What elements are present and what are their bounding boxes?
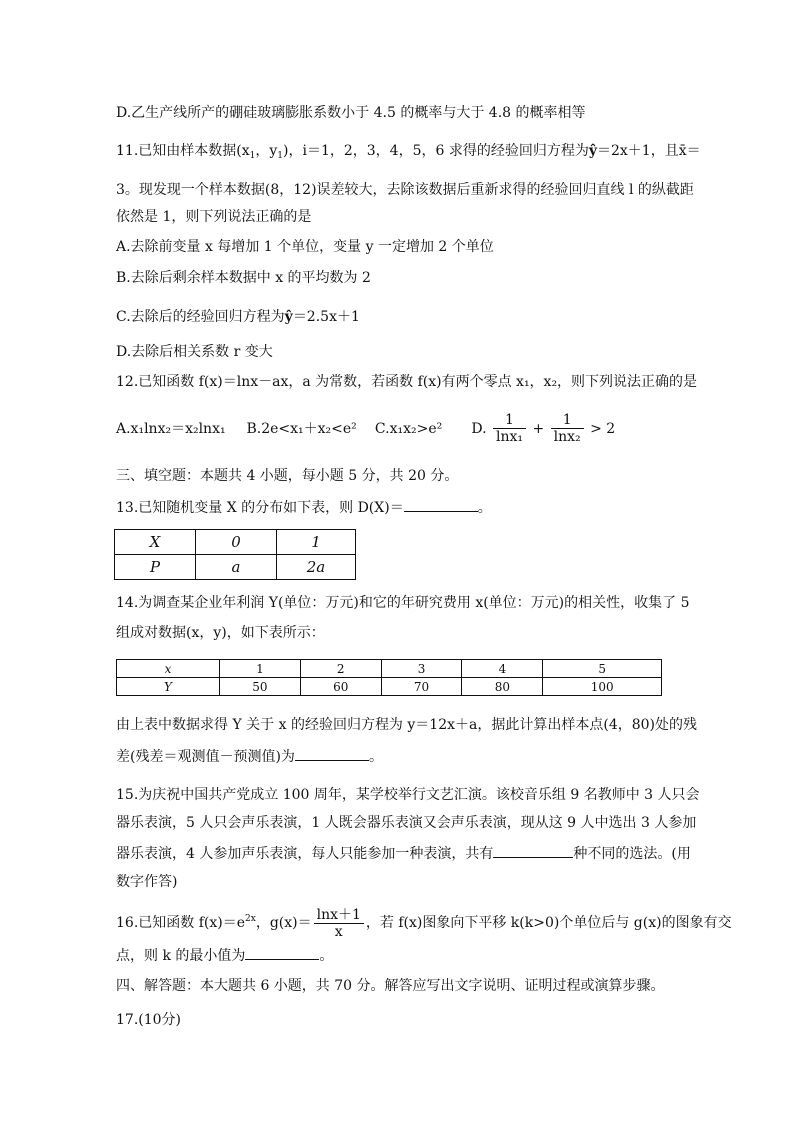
section3-heading: 三、填空题：本题共 4 小题，每小题 5 分，共 20 分。	[116, 468, 459, 484]
q13-distribution-table	[114, 529, 356, 580]
table-row: P a 2a	[115, 555, 356, 580]
answer-blank[interactable]	[493, 843, 573, 858]
q14-stem-line1: 14.为调查某企业年利润 Y(单位：万元)和它的年研究费用 x(单位：万元)的相关性，收集了 5	[116, 595, 690, 611]
answer-blank[interactable]	[404, 497, 478, 512]
q11-stem-line1: 11.已知由样本数据($x_1$，$y_1$)，i＝1，2，3，4，5，6 求得的经验回归方程为ŷ＝2x＋1，且x̄＝	[116, 143, 701, 161]
q15-stem-line2: 器乐表演，5 人只会声乐表演，1 人既会器乐表演又会声乐表演，现从这 9 人中选出 3 人参加	[116, 815, 697, 831]
q15-stem-line4: 数字作答)	[116, 874, 178, 890]
table-row: x 1 2 3 4 5	[117, 660, 662, 678]
q11-option-b: B.去除后剩余样本数据中 x 的平均数为 2	[116, 270, 371, 286]
q12-stem: 12.已知函数 f(x)＝lnx－ax，a 为常数，若函数 f(x)有两个零点 x₁，x₂，则下列说法正确的是	[116, 374, 698, 390]
answer-blank[interactable]	[245, 945, 319, 960]
q11-option-c: C.去除后的经验回归方程为ŷ＝2.5x＋1	[116, 309, 360, 325]
q10-option-d: D.乙生产线所产的硼硅玻璃膨胀系数小于 4.5 的概率与大于 4.8 的概率相等	[116, 105, 586, 121]
q12-option-d: D. $\frac{1}{\text{lnx₁}}$ + $\frac{1}{\text{lnx₂}}$ > 2	[471, 412, 616, 445]
answer-blank[interactable]	[295, 746, 369, 761]
q12-options	[116, 412, 615, 445]
q11-stem-line2: 3。现发现一个样本数据(8，12)误差较大，去除该数据后重新求得的经验回归直线 l 的纵截距	[116, 182, 694, 198]
q14-data-table	[116, 659, 662, 696]
q16-stem-line2: 点，则 k 的最小值为 。	[116, 945, 333, 966]
q13-stem: 13.已知随机变量 X 的分布如下表，则 D(X)＝ 。	[116, 497, 492, 518]
q15-stem-line3: 器乐表演，4 人参加声乐表演，每人只能参加一种表演，共有 种不同的选法。(用	[116, 843, 691, 864]
table-row: Y 50 60 70 80 100	[117, 678, 662, 696]
q11-option-d: D.去除后相关系数 r 变大	[116, 344, 273, 360]
q17-heading: 17.(10分)	[116, 1012, 182, 1028]
q14-stem-line2: 组成对数据(x，y)，如下表所示：	[116, 625, 325, 641]
q14-stem-line4: 差(残差＝观测值－预测值)为 。	[116, 746, 383, 767]
table-row: X 0 1	[115, 530, 356, 555]
q11-stem-line3: 依然是 1，则下列说法正确的是	[116, 209, 312, 225]
q11-option-a: A.去除前变量 x 每增加 1 个单位，变量 y 一定增加 2 个单位	[116, 239, 494, 255]
q12-option-c: C.x₁x₂>e²	[374, 420, 443, 437]
q12-option-a: A.x₁lnx₂＝x₂lnx₁	[116, 420, 226, 437]
q14-stem-line3: 由上表中数据求得 Y 关于 x 的经验回归方程为 y＝12x＋a，据此计算出样本点(4，80)处的残	[116, 717, 697, 733]
q12-option-b: B.2e<x₁＋x₂<e²	[246, 420, 357, 437]
section4-heading: 四、解答题：本大题共 6 小题，共 70 分。解答应写出文字说明、证明过程或演算步骤。	[116, 978, 665, 994]
q15-stem-line1: 15.为庆祝中国共产党成立 100 周年，某学校举行文艺汇演。该校音乐组 9 名教师中 3 人只会	[116, 787, 700, 803]
q16-stem-line1: 16.已知函数 $f(x)=e^{2x}$，g(x)＝ $\frac{\ln x+1}{x}$ ，若 f(x)图象向下平移 k(k>0)个单位后与 g(x)的图象有交	[116, 906, 732, 940]
